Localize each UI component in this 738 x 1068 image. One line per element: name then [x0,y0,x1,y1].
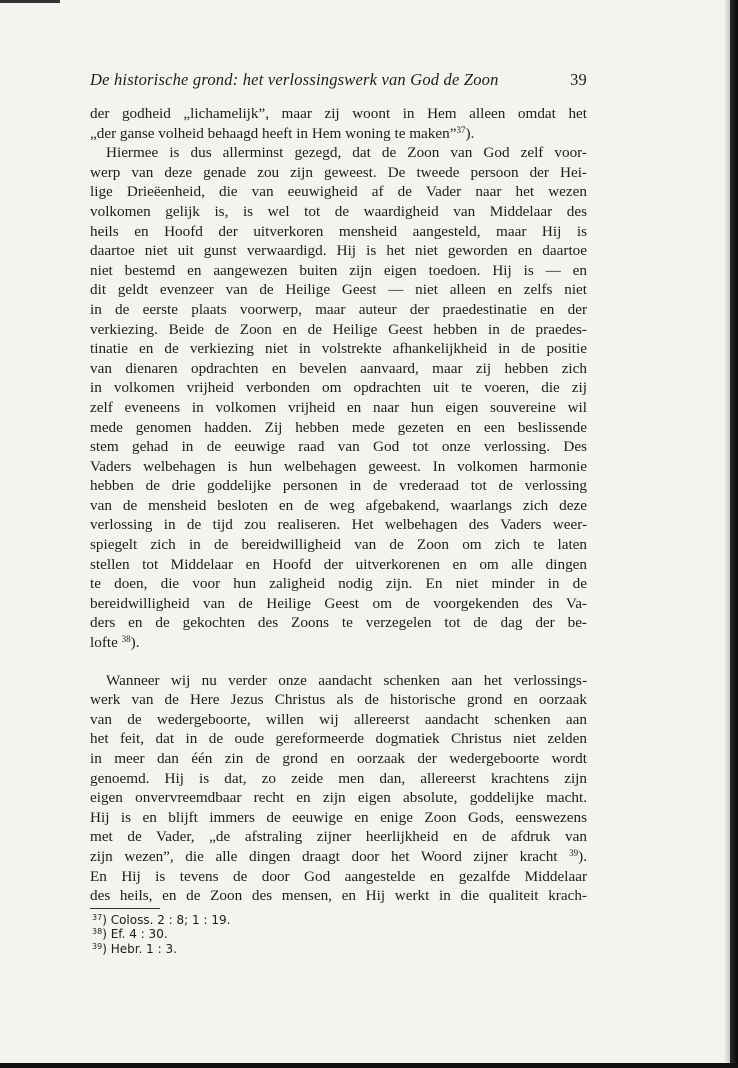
paragraph-2 [90,143,587,652]
footnote-ref: 39 [569,847,579,858]
text-line: in meer dan één zin de grond en oorzaak der wedergeboorte wordt [90,750,587,767]
text-line: lige Drieëenheid, die van eeuwigheid af de Vader naar het wezen [90,183,587,201]
text-segment: ). [465,124,475,142]
text-line: Hiermee is dus allerminst gezegd, dat de Zoon van God zelf voor- [106,144,587,162]
footnotes [90,913,587,957]
text-line [90,847,587,867]
footnote-marker: 37 [92,912,103,922]
text-line: in volkomen vrijheid verbonden om opdrachten uit te voeren, die zij [90,379,587,397]
text-line: Hij is en blijft immers de eeuwige en enige Zoon Gods, eenswezens [90,808,587,826]
text-line: van de mensheid besloten en de weg afgebakend, waarlangs zich deze [90,496,587,514]
text-line: niet bestemd en aangewezen buiten zijn eigen toedoen. Hij is — en [90,261,587,279]
text-line: te doen, die voor hun zaligheid nodig zijn. En niet minder in de [90,575,587,593]
text-line: bereidwilligheid van de Heilige Geest om de voorgekenden des Va- [90,594,587,612]
text-segment: ). [130,634,140,652]
text-segment: ). [578,847,587,865]
text-line: zelf eveneens in volkomen vrijheid en naar hun eigen souvereine wil [90,398,587,416]
text-line [90,633,587,653]
text-line: En Hij is tevens de door God aangestelde en gezalfde Middelaar [90,867,587,885]
text-line: daartoe niet uit gunst verwaardigd. Hij is het niet geworden en daartoe [90,242,587,260]
text-line: van de wedergeboorte, willen wij allereerst aandacht schenken aan [90,710,587,728]
text-line: heils en Hoofd der uitverkoren mensheid aangesteld, maar Hij is [90,222,587,240]
scan-edge-right [730,0,738,1068]
text-line: in de eerste plaats voorwerp, maar auteur der praedestinatie en der [90,300,587,318]
text-line: hebben de drie goddelijke personen in de vrederaad tot de verlossing [90,477,587,495]
page-number: 39 [570,70,587,89]
footnote-text: Ef. 4 : 30. [110,927,168,942]
text-line: des heils, en de Zoon des mensen, en Hij werkt in die qualiteit krach- [90,887,587,905]
footnote-marker: 39 [92,941,103,951]
text-line: het feit, dat in de oude gereformeerde dogmatiek Christus niet zelden [90,730,587,748]
text-line: ders en de gekochten des Zoons te verzegelen tot de dag der be- [90,614,587,632]
text-line: mede genomen hadden. Zij hebben mede gezeten en een beslissende [90,418,587,436]
text-segment: lofte [90,634,118,652]
paragraph-3 [90,671,587,906]
running-head [90,70,587,90]
text-line: Vaders welbehagen is hun welbehagen geweest. In volkomen harmonie [90,457,587,475]
text-line: verkiezing. Beide de Zoon en de Heilige Geest hebben in de praedes- [90,320,587,338]
footnote: $^{38}$) Ef. 4 : 30. [92,927,168,942]
text-line: van dienaren opdrachten en bevelen aanvaard, maar zij hebben zich [90,359,587,377]
text-line: genoemd. Hij is dat, zo zeide men dan, allereerst krachtens zijn [90,769,587,787]
scan-edge-bottom [0,1063,738,1068]
text-line: volkomen gelijk is, is wel tot de waardigheid van Middelaar des [90,202,587,220]
paragraph-1 [90,104,587,143]
text-line: der godheid „lichamelijk”, maar zij woont in Hem alleen omdat het [90,105,587,122]
scan-edge-top [0,0,60,3]
text-line: stem gehad in de eeuwige raad van God tot onze verlossing. Des [90,438,587,456]
text-line: verlossing in de tijd zou realiseren. Het welbehagen des Vaders weer- [90,516,587,534]
footnote-text: Hebr. 1 : 3. [110,941,177,956]
text-segment: zijn wezen”, die alle dingen draagt door het Woord zijner kracht [90,847,558,865]
text-segment: „der ganse volheid behaagd heeft in Hem woning te maken” [90,124,457,142]
book-page [90,70,587,956]
running-title: De historische grond: het verlossingswerk van God de Zoon [90,70,499,89]
text-line: werk van de Here Jezus Christus als de historische grond en oorzaak [90,691,587,709]
text-line: spiegelt zich in de bereidwilligheid van de Zoon om zich te laten [90,536,587,554]
text-line [90,124,587,144]
footnote-ref: 38 [121,634,131,645]
footnote-text: Coloss. 2 : 8; 1 : 19. [110,912,231,927]
text-line: Wanneer wij nu verder onze aandacht schenken aan het verlossings- [106,671,587,689]
footnote: $^{37}$) Coloss. 2 : 8; 1 : 19. [92,912,231,927]
text-line: stellen tot Middelaar en Hoofd der uitverkorenen en om alle dingen [90,555,587,573]
footnote-divider [90,908,160,909]
text-line: met de Vader, „de afstraling zijner heerlijkheid en de afdruk van [90,828,587,846]
text-line: dit geldt evenzeer van de Heilige Geest — niet alleen en zelfs niet [90,281,587,299]
text-line: werp van deze genade zou zijn geweest. De tweede persoon der Hei- [90,163,587,181]
footnote-marker: 38 [92,927,103,937]
text-line: tinatie en de verkiezing niet in volstrekte afhankelijkheid in de positie [90,340,587,358]
text-line: eigen onvervreemdbaar recht en zijn eigen absolute, goddelijke macht. [90,789,587,807]
paragraph-gap [90,653,587,671]
footnote: $^{39}$) Hebr. 1 : 3. [92,941,177,956]
footnote-ref: 37 [456,124,466,135]
